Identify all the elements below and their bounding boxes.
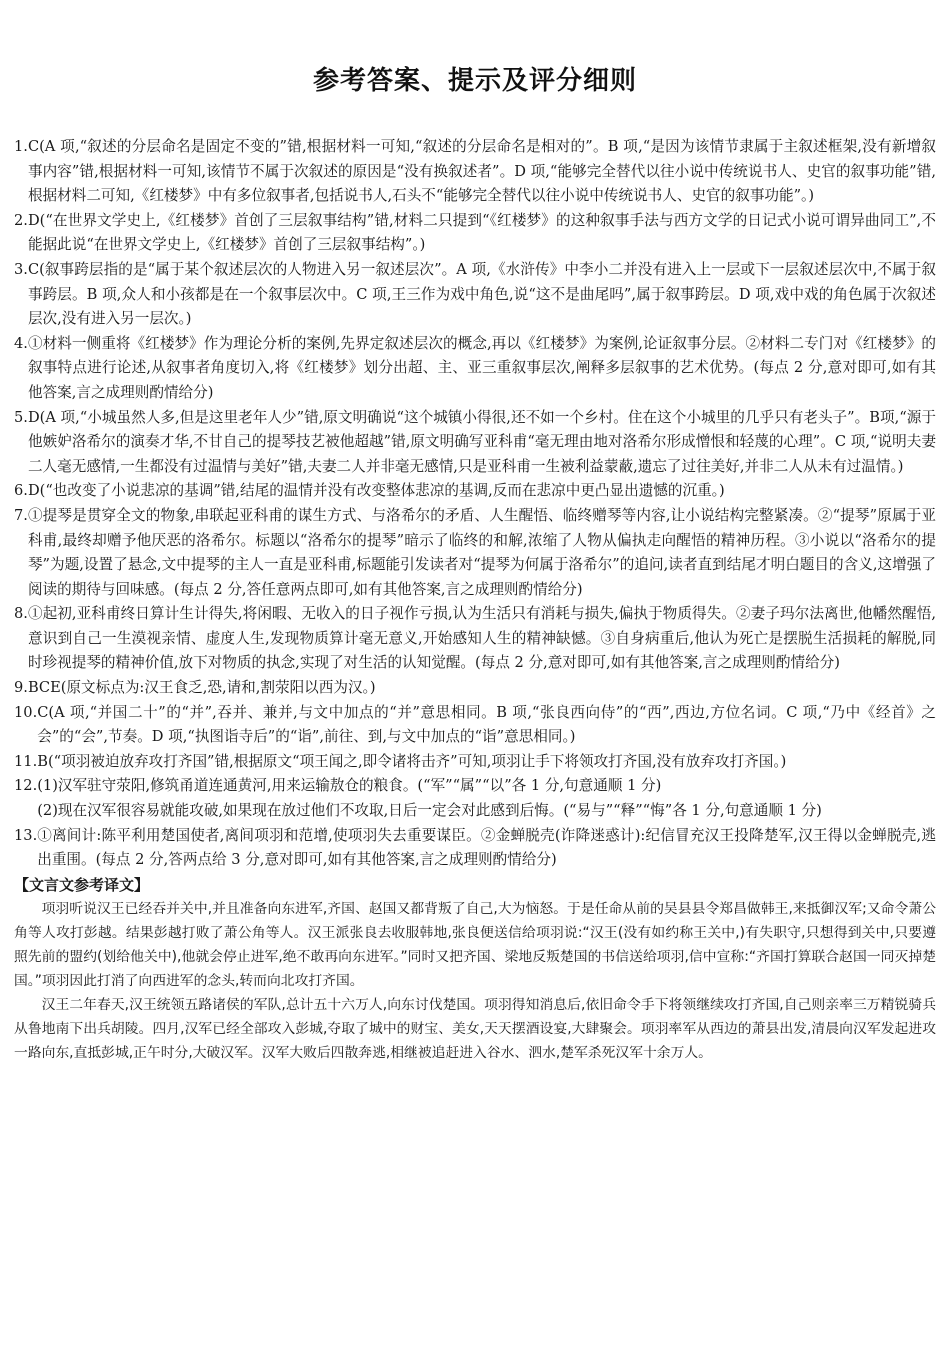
answer-number: 1. [14, 138, 28, 155]
answer-item [14, 750, 936, 775]
answer-text: BCE(原文标点为:汉王食乏,恐,请和,割荥阳以西为汉。) [27, 679, 376, 697]
answer-item [14, 504, 936, 602]
answer-item [14, 676, 936, 701]
answer-text: (1)汉军驻守荥阳,修筑甬道连通黄河,用来运输敖仓的粮食。(“军”“属”“以”各 1 分,句意通顺 1 分) (2)现在汉军很容易就能攻破,如果现在放过他们不攻取,日后一定会对此感到后悔。(“易与”“释”“悔”各 1 分,句意通顺 1 分) [37, 777, 822, 820]
translation-section [14, 873, 936, 1066]
answer-text: B(“项羽被迫放弃攻打齐国”错,根据原文“项王闻之,即令诸将击齐”可知,项羽让手下将领攻打齐国,没有放弃攻打齐国。) [37, 752, 787, 770]
answer-item [14, 602, 936, 676]
answer-item [14, 135, 936, 209]
answer-number: 8. [14, 605, 28, 623]
answer-number: 3. [14, 260, 28, 278]
answer-number: 5. [14, 408, 28, 426]
answer-number: 7. [14, 506, 28, 524]
answer-text: ①起初,亚科甫终日算计生计得失,将闲暇、无收入的日子视作亏损,认为生活只有消耗与损失,偏执于物质得失。②妻子玛尔法离世,他幡然醒悟,意识到自己一生漠视亲情、虚度人生,发现物质算计毫无意义,开始感知人生的精神缺憾。③自身病重后,他认为死亡是摆脱生活损耗的解脱,同时珍视提琴的精神价值,放下对物质的执念,实现了对生活的认知觉醒。(每点 2 分,意对即可,如有其他答案,言之成理则酌情给分) [27, 605, 936, 672]
answer-number: 4. [14, 334, 28, 352]
answer-item [14, 701, 936, 750]
answer-text: ①提琴是贯穿全文的物象,串联起亚科甫的谋生方式、与洛希尔的矛盾、人生醒悟、临终赠琴等内容,让小说结构完整紧凑。②“提琴”原属于亚科甫,最终却赠予他厌恶的洛希尔。标题以“洛希尔的提琴”暗示了临终的和解,浓缩了人物从偏执走向醒悟的精神历程。③小说以“洛希尔的提琴”为题,设置了悬念,文中提琴的主人一直是亚科甫,标题能引发读者对“提琴为何属于洛希尔”的追问,读者直到结尾才明白题目的含义,这增强了阅读的期待与回味感。(每点 2 分,答任意两点即可,如有其他答案,言之成理则酌情给分) [27, 506, 936, 598]
answer-item [14, 824, 936, 873]
answer-number: 10. [14, 703, 38, 721]
page-title: 参考答案、提示及评分细则 [312, 66, 637, 96]
answer-number: 12. [14, 777, 38, 795]
answer-number: 6. [14, 482, 28, 500]
answer-text: D(A 项,“小城虽然人多,但是这里老年人少”错,原文明确说“这个城镇小得很,还不如一个乡村。住在这个小城里的几乎只有老头子”。B项,“源于他嫉妒洛希尔的演奏才华,不甘自己的提琴技艺被他超越”错,原文明确写亚科甫“毫无理由地对洛希尔形成憎恨和轻蔑的心理”。C 项,“说明夫妻二人毫无感情,一生都没有过温情与美好”错,夫妻二人并非毫无感情,只是亚科甫一生被利益蒙蔽,遗忘了过往美好,并非二人从未有过温情。) [27, 408, 936, 475]
answer-item [14, 774, 936, 823]
answer-text: D(“在世界文学史上,《红楼梦》首创了三层叙事结构”错,材料二只提到“《红楼梦》的这种叙事手法与西方文学的日记式小说可谓异曲同工”,不能据此说“在世界文学史上,《红楼梦》首创了三层叙事结构”。) [27, 211, 936, 254]
answer-text: D(“也改变了小说悲凉的基调”错,结尾的温情并没有改变整体悲凉的基调,反而在悲凉中更凸显出遗憾的沉重。) [27, 482, 725, 500]
answer-text: ①材料一侧重将《红楼梦》作为理论分析的案例,先界定叙述层次的概念,再以《红楼梦》为案例,论证叙事分层。②材料二专门对《红楼梦》的叙事特点进行论述,从叙事者角度切入,将《红楼梦》划分出超、主、亚三重叙事层次,阐释多层叙事的艺术优势。(每点 2 分,意对即可,如有其他答案,言之成理则酌情给分) [27, 334, 936, 401]
answer-text: C(A 项,“并国二十”的“并”,吞并、兼并,与文中加点的“并”意思相同。B 项,“张良西向侍”的“西”,西边,方位名词。C 项,“乃中《经首》之会”的“会”,节奏。D 项,“执图诣寺后”的“诣”,前往、到,与文中加点的“诣”意思相同。) [37, 703, 936, 746]
answer-number: 9. [14, 679, 28, 697]
answer-number: 13. [14, 826, 38, 844]
answer-number: 2. [14, 211, 28, 229]
answer-number: 11. [14, 752, 38, 770]
answer-text: C(叙事跨层指的是“属于某个叙述层次的人物进入另一叙述层次”。A 项,《水浒传》中李小二并没有进入上一层或下一层叙述层次中,不属于叙事跨层。B 项,众人和小孩都是在一个叙事层次中。C 项,王三作为戏中角色,说“这不是曲尾吗”,属于叙事跨层。D 项,戏中戏的角色属于次叙述层次,没有进入另一层次。) [27, 260, 936, 328]
answer-text: ①离间计:陈平利用楚国使者,离间项羽和范增,使项羽失去重要谋臣。②金蝉脱壳(诈降迷惑计):纪信冒充汉王投降楚军,汉王得以金蝉脱壳,逃出重围。(每点 2 分,答两点给 3 分,意对即可,如有其他答案,言之成理则酌情给分) [37, 826, 936, 869]
answer-item [14, 332, 936, 406]
answer-item [14, 258, 936, 332]
translation-heading: 【文言文参考译文】 [14, 875, 150, 894]
answer-item [14, 209, 936, 258]
answer-list [14, 135, 936, 873]
answer-item [14, 479, 936, 504]
answer-item [14, 406, 936, 480]
translation-paragraph: 项羽听说汉王已经吞并关中,并且准备向东进军,齐国、赵国又都背叛了自己,大为恼怒。于是任命从前的吴县县令郑昌做韩王,来抵御汉军;又命令萧公角等人攻打彭越。结果彭越打败了萧公角等人。汉王派张良去收服韩地,张良便送信给项羽说:“汉王(没有如约称王关中,)有失职守,只想得到关中,只要遵照先前的盟约(划给他关中),他就会停止进军,绝不敢再向东进军。”同时又把齐国、梁地反叛楚国的书信送给项羽,信中宣称:“齐国打算联合赵国一同灭掉楚国。”项羽因此打消了向西进军的念头,转而向北攻打齐国。 [14, 901, 936, 990]
page-body [14, 135, 936, 1285]
translation-paragraph: 汉王二年春天,汉王统领五路诸侯的军队,总计五十六万人,向东讨伐楚国。项羽得知消息后,依旧命令手下将领继续攻打齐国,自己则亲率三万精锐骑兵从鲁地南下出兵胡陵。四月,汉军已经全部攻入彭城,夺取了城中的财宝、美女,天天摆酒设宴,大肆聚会。项羽率军从西边的萧县出发,清晨向汉军发起进攻一路向东,直抵彭城,正午时分,大破汉军。汉军大败后四散奔逃,相继被追赶进入谷水、泗水,楚军杀死汉军十余万人。 [14, 997, 936, 1062]
answer-text: C(A 项,“叙述的分层命名是固定不变的”错,根据材料一可知,“叙述的分层命名是相对的”。B 项,“是因为该情节隶属于主叙述框架,没有新增叙事内容”错,根据材料一可知,该情节不属于次叙述的原因是“没有换叙述者”。D 项,“能够完全替代以往小说中传统说书人、史官的叙事功能”错,根据材料二可知,《红楼梦》中有多位叙事者,包括说书人,石头不“能够完全替代以往小说中传统说书人、史官的叙事功能”。) [27, 138, 936, 205]
